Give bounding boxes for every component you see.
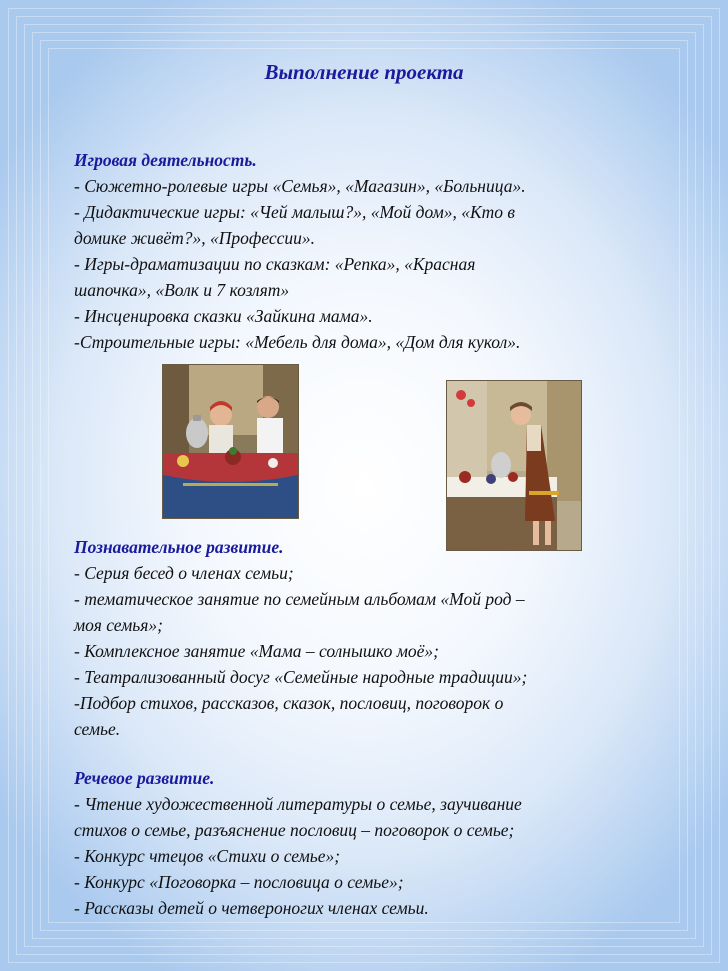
text-line: шапочка», «Волк и 7 козлят» [74, 280, 290, 300]
photo-girl-pouring-tea [446, 380, 582, 551]
text-line: -Подбор стихов, рассказов, сказок, пословиц, поговорок о [74, 693, 504, 713]
text-line: - Инсценировка сказки «Зайкина мама». [74, 306, 373, 326]
text-line: стихов о семье, разъяснение пословиц – поговорок о семье; [74, 820, 515, 840]
text-line: - Комплексное занятие «Мама – солнышко моё»; [74, 641, 439, 661]
text-line: - Чтение художественной литературы о семье, заучивание [74, 794, 522, 814]
photo-children-tea-table [162, 364, 299, 519]
section-heading: Речевое развитие. [74, 768, 215, 788]
text-line: моя семья»; [74, 615, 163, 635]
text-line: семье. [74, 719, 121, 739]
section-cognitive-development [74, 534, 664, 742]
text-line: - Конкурс «Поговорка – пословица о семье»; [74, 872, 404, 892]
text-line: - Сюжетно-ролевые игры «Семья», «Магазин», «Больница». [74, 176, 526, 196]
text-line: - Конкурс чтецов «Стихи о семье»; [74, 846, 341, 866]
page-title: Выполнение проекта [264, 60, 464, 84]
text-line: - Рассказы детей о четвероногих членах семьи. [74, 898, 429, 918]
text-line: -Строительные игры: «Мебель для дома», «Дом для кукол». [74, 332, 521, 352]
text-line: - тематическое занятие по семейным альбомам «Мой род – [74, 589, 525, 609]
section-heading: Познавательное развитие. [74, 537, 284, 557]
text-line: - Серия бесед о членах семьи; [74, 563, 294, 583]
text-line: - Игры-драматизации по сказкам: «Репка», «Красная [74, 254, 476, 274]
text-line: - Театрализованный досуг «Семейные народные традиции»; [74, 667, 528, 687]
text-line: - Дидактические игры: «Чей малыш?», «Мой дом», «Кто в [74, 202, 515, 222]
section-heading: Игровая деятельность. [74, 150, 257, 170]
text-line: домике живёт?», «Профессии». [74, 228, 316, 248]
section-speech-development [74, 765, 664, 921]
section-game-activity [74, 147, 664, 355]
